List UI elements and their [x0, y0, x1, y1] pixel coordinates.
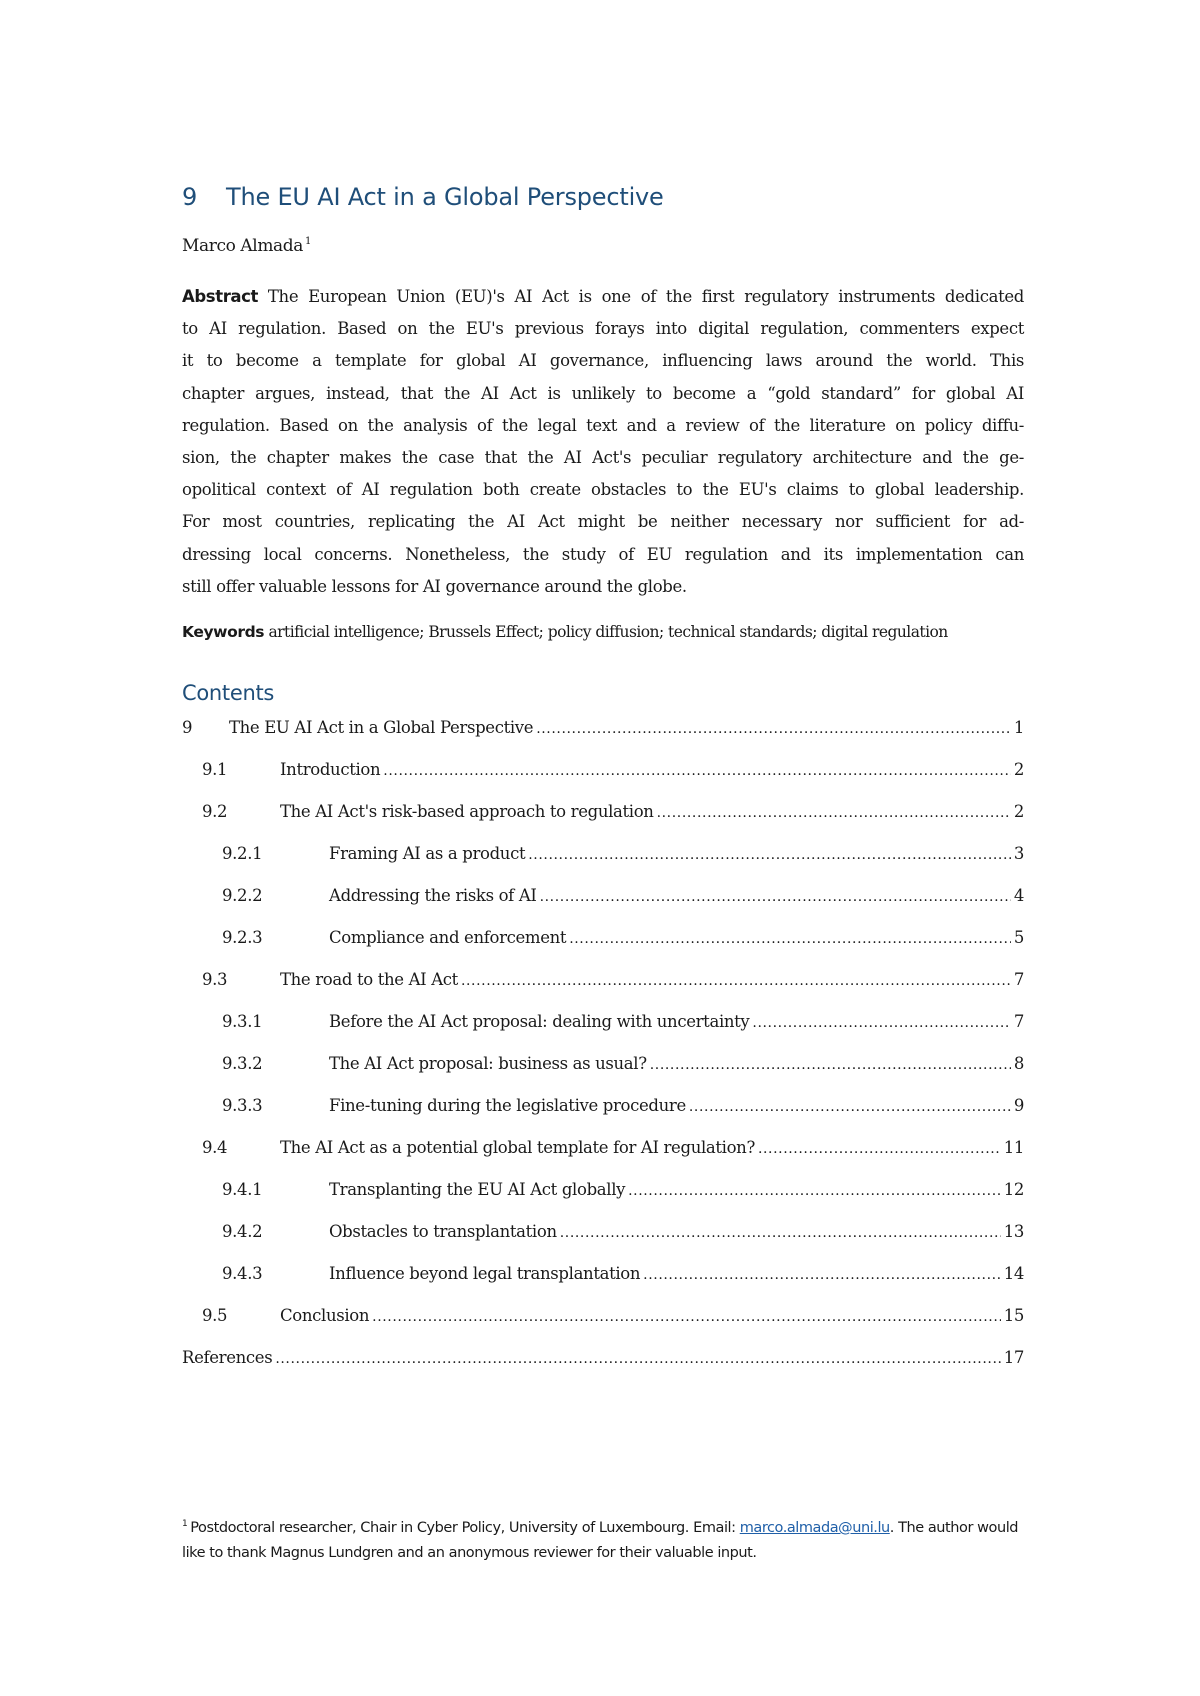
- toc-entry-title: Fine-tuning during the legislative procedure: [329, 1096, 686, 1115]
- abstract-line: it to become a template for global AI governance, influencing laws around the world. This: [182, 351, 1024, 371]
- toc-entry[interactable]: [202, 760, 1024, 784]
- abstract-line: dressing local concerns. Nonetheless, the study of EU regulation and its implementation can: [182, 544, 1024, 564]
- toc-leader-dots: [540, 889, 1011, 905]
- toc-entry-number: 9.3.2: [222, 1054, 263, 1073]
- toc-entry-number: 9.3.1: [222, 1012, 263, 1031]
- abstract-label: Abstract: [182, 287, 259, 306]
- toc-entry-number: 9.3.3: [222, 1096, 263, 1115]
- toc-entry-page: 11: [1003, 1138, 1024, 1157]
- toc-entry-page: 7: [1013, 1012, 1024, 1031]
- toc-entry-page: 4: [1013, 886, 1024, 905]
- toc-entry-page: 8: [1013, 1054, 1024, 1073]
- toc-entry-number: 9.5: [202, 1306, 228, 1325]
- toc-entry[interactable]: [222, 886, 1024, 910]
- toc-entry-title: Obstacles to transplantation: [329, 1222, 557, 1241]
- toc-leader-dots: [383, 763, 1011, 779]
- toc-entry-page: 12: [1003, 1180, 1024, 1199]
- abstract-line: regulation. Based on the analysis of the legal text and a review of the literature on policy diffu-: [182, 415, 1024, 435]
- toc-entry-title: Addressing the risks of AI: [329, 886, 537, 905]
- toc-entry[interactable]: [202, 802, 1024, 826]
- toc-entry-page: 7: [1013, 970, 1024, 989]
- toc-entry[interactable]: [222, 1054, 1024, 1078]
- toc-entry[interactable]: [222, 1222, 1024, 1246]
- footnote-text: . The author would like to thank Magnus Lundgren and an anonymous reviewer for their valuable input.: [182, 1520, 1019, 1561]
- toc-leader-dots: [560, 1225, 1001, 1241]
- toc-entry-title: Before the AI Act proposal: dealing with uncertainty: [329, 1012, 750, 1031]
- toc-entry-page: 2: [1013, 760, 1024, 779]
- abstract-line: chapter argues, instead, that the AI Act is unlikely to become a “gold standard” for global AI: [182, 383, 1024, 403]
- toc-entry-number: 9.4.1: [222, 1180, 263, 1199]
- toc-entry-page: 3: [1013, 844, 1024, 863]
- toc-entry-page: 14: [1003, 1264, 1024, 1283]
- abstract-line: For most countries, replicating the AI Act might be neither necessary nor sufficient for ad-: [182, 512, 1024, 532]
- toc-leader-dots: [689, 1099, 1011, 1115]
- chapter-heading: [182, 183, 664, 211]
- toc-entry-title: Transplanting the EU AI Act globally: [329, 1180, 626, 1199]
- abstract-line: still offer valuable lessons for AI governance around the globe.: [182, 576, 687, 596]
- toc-entry-title: The road to the AI Act: [280, 970, 458, 989]
- toc-entry[interactable]: [222, 844, 1024, 868]
- toc-entry-title: References: [182, 1348, 273, 1367]
- toc-entry-page: 1: [1013, 718, 1024, 737]
- keywords: [182, 623, 1024, 641]
- toc-entry[interactable]: [222, 1180, 1024, 1204]
- keywords-text: artificial intelligence; Brussels Effect; policy diffusion; technical standards; digital regulation: [268, 623, 948, 641]
- toc-entry-title: Conclusion: [280, 1306, 370, 1325]
- toc-entry-page: 2: [1013, 802, 1024, 821]
- toc-entry-title: The AI Act as a potential global template for AI regulation?: [280, 1138, 755, 1157]
- toc-entry[interactable]: [182, 1348, 1024, 1372]
- toc-entry-title: Influence beyond legal transplantation: [329, 1264, 641, 1283]
- toc-leader-dots: [569, 931, 1011, 947]
- toc-entry[interactable]: [202, 1306, 1024, 1330]
- toc-leader-dots: [650, 1057, 1011, 1073]
- keywords-label: Keywords: [182, 623, 265, 641]
- author-name: Marco Almada: [182, 236, 304, 256]
- chapter-number: 9: [182, 183, 198, 211]
- toc-entry[interactable]: [222, 1264, 1024, 1288]
- toc-entry-number: 9: [182, 718, 193, 737]
- author-footnote-mark[interactable]: 1: [305, 236, 311, 247]
- toc-entry-page: 9: [1013, 1096, 1024, 1115]
- toc-entry[interactable]: [202, 1138, 1024, 1162]
- toc-entry[interactable]: [202, 970, 1024, 994]
- footnote: [182, 1512, 1027, 1566]
- toc-leader-dots: [275, 1351, 1000, 1367]
- toc-leader-dots: [372, 1309, 1001, 1325]
- toc-entry-number: 9.4: [202, 1138, 228, 1157]
- toc-entry-title: The EU AI Act in a Global Perspective: [229, 718, 534, 737]
- toc-leader-dots: [752, 1015, 1010, 1031]
- toc-entry-title: Compliance and enforcement: [329, 928, 567, 947]
- toc-entry[interactable]: [222, 1096, 1024, 1120]
- toc-entry-title: Introduction: [280, 760, 381, 779]
- toc-entry-number: 9.1: [202, 760, 228, 779]
- toc-entry[interactable]: [222, 928, 1024, 952]
- toc-entry-title: Framing AI as a product: [329, 844, 526, 863]
- author-line: [182, 236, 311, 256]
- toc-entry-page: 13: [1003, 1222, 1024, 1241]
- abstract-line: opolitical context of AI regulation both create obstacles to the EU's claims to global leadership.: [182, 480, 1024, 500]
- toc-leader-dots: [628, 1183, 1001, 1199]
- toc-leader-dots: [643, 1267, 1001, 1283]
- footnote-text: Postdoctoral researcher, Chair in Cyber Policy, University of Luxembourg. Email:: [190, 1520, 736, 1536]
- chapter-title: The EU AI Act in a Global Perspective: [226, 183, 664, 211]
- toc-entry-title: The AI Act's risk-based approach to regulation: [280, 802, 654, 821]
- abstract: [182, 281, 1024, 603]
- abstract-line: The European Union (EU)'s AI Act is one of the first regulatory instruments dedicated: [267, 287, 1024, 306]
- contents-heading: Contents: [182, 681, 275, 705]
- toc-entry-page: 5: [1013, 928, 1024, 947]
- toc-entry[interactable]: [222, 1012, 1024, 1036]
- toc-entry-page: 15: [1003, 1306, 1024, 1325]
- toc-entry-number: 9.2.2: [222, 886, 263, 905]
- abstract-line: to AI regulation. Based on the EU's previous forays into digital regulation, commenters expect: [182, 319, 1024, 339]
- toc-leader-dots: [536, 721, 1011, 737]
- toc-leader-dots: [528, 847, 1011, 863]
- abstract-line: sion, the chapter makes the case that the AI Act's peculiar regulatory architecture and the ge-: [182, 448, 1024, 468]
- toc-entry[interactable]: [182, 718, 1024, 742]
- toc-entry-number: 9.4.2: [222, 1222, 263, 1241]
- toc-leader-dots: [461, 973, 1011, 989]
- toc-leader-dots: [758, 1141, 1001, 1157]
- email-link[interactable]: marco.almada@uni.lu: [739, 1520, 890, 1536]
- toc-entry-number: 9.4.3: [222, 1264, 263, 1283]
- toc-entry-number: 9.3: [202, 970, 228, 989]
- toc-entry-title: The AI Act proposal: business as usual?: [329, 1054, 647, 1073]
- toc-entry-number: 9.2.1: [222, 844, 263, 863]
- toc-leader-dots: [657, 805, 1011, 821]
- footnote-mark: 1: [182, 1519, 188, 1529]
- toc-entry-page: 17: [1003, 1348, 1024, 1367]
- toc-entry-number: 9.2: [202, 802, 228, 821]
- toc-entry-number: 9.2.3: [222, 928, 263, 947]
